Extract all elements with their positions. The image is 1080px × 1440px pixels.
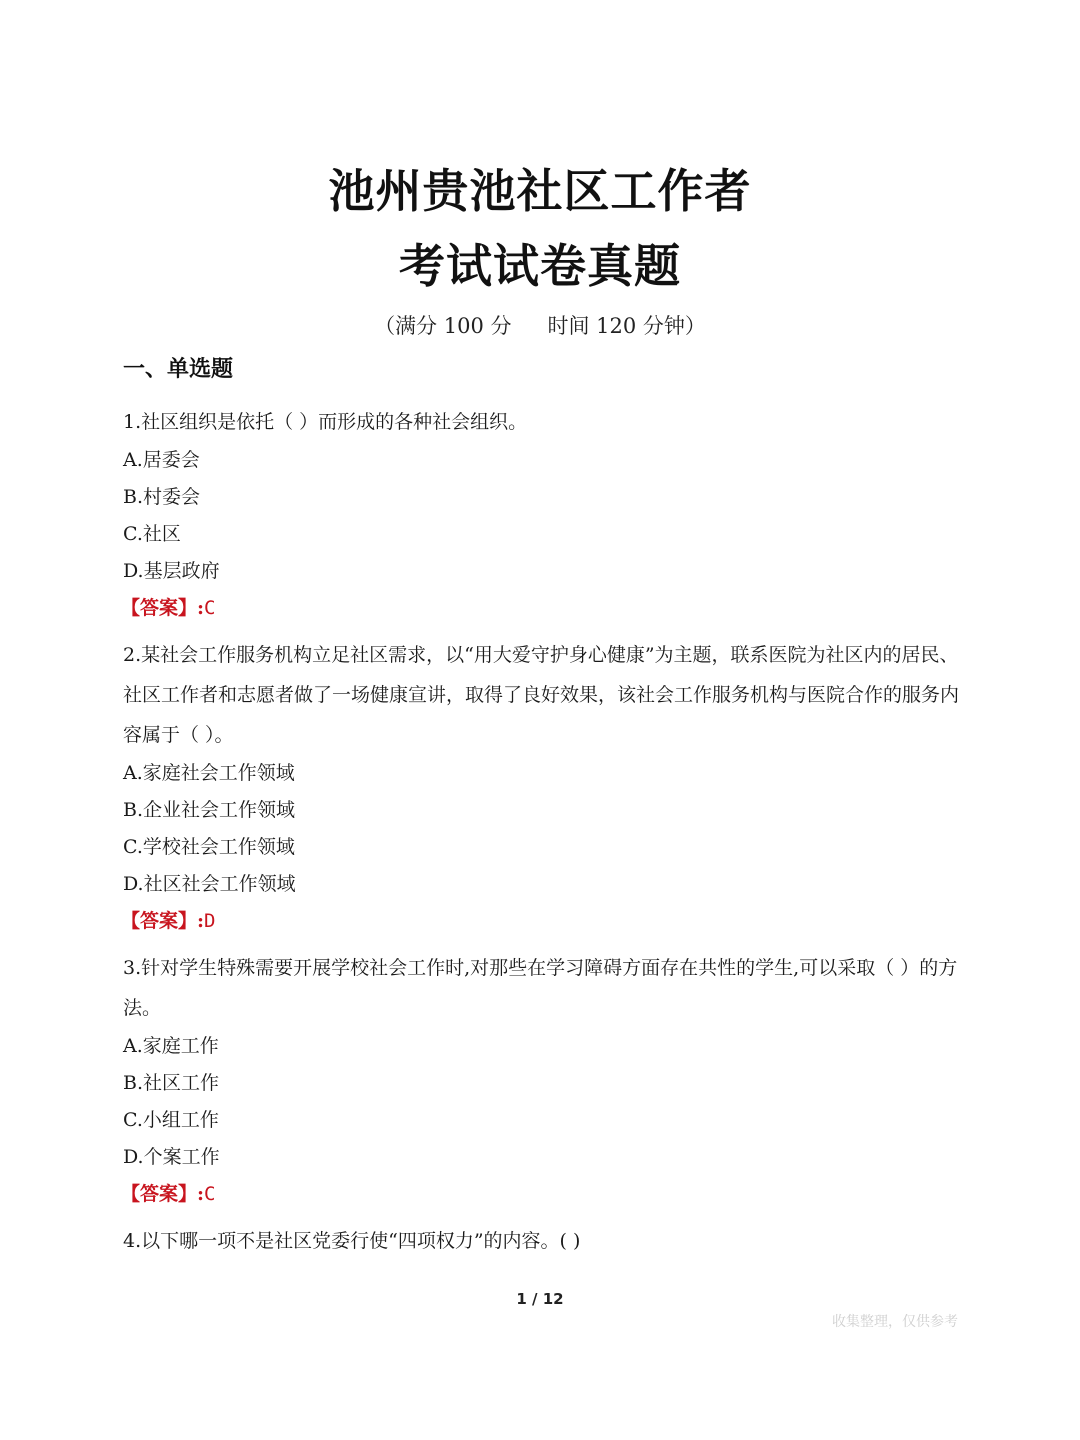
answer-value: C (204, 1183, 216, 1205)
option-c: C.学校社会工作领域 (123, 836, 295, 858)
question-item (123, 1221, 963, 1261)
exam-meta (0, 310, 1080, 340)
section-heading: 一、单选题 (123, 356, 234, 382)
answer-line (121, 903, 963, 940)
answer-label: 【答案】: (121, 1183, 205, 1205)
answer-label: 【答案】: (121, 910, 205, 932)
footer-note: 收集整理，仅供参考 (832, 1314, 958, 1330)
answer-line (121, 590, 963, 627)
question-list (123, 402, 963, 1261)
answer-value: D (204, 910, 216, 932)
question-item (123, 948, 963, 1213)
question-stem: 3.针对学生特殊需要开展学校社会工作时,对那些在学习障碍方面存在共性的学生,可以采取（ ）的方法。 (123, 957, 958, 1019)
answer-line (121, 1176, 963, 1213)
answer-value: C (204, 597, 216, 619)
exam-score: （满分 100 分 (374, 314, 512, 338)
option-b: B.村委会 (123, 486, 201, 508)
option-b: B.社区工作 (123, 1072, 220, 1094)
option-d: D.社区社会工作领域 (123, 873, 296, 895)
option-d: D.基层政府 (123, 560, 220, 582)
option-a: A.家庭社会工作领域 (123, 762, 295, 784)
option-a: A.居委会 (123, 449, 200, 471)
question-stem: 1.社区组织是依托（ ）而形成的各种社会组织。 (123, 411, 528, 433)
option-b: B.企业社会工作领域 (123, 799, 296, 821)
question-item (123, 402, 963, 627)
title-line-1: 池州贵池社区工作者 (328, 164, 752, 218)
option-c: C.社区 (123, 523, 181, 545)
title-line-2: 考试试卷真题 (399, 239, 681, 293)
exam-time: 时间 120 分钟） (547, 314, 706, 338)
question-stem: 2.某社会工作服务机构立足社区需求，以“用大爱守护身心健康”为主题，联系医院为社区内的居民、社区工作者和志愿者做了一场健康宣讲，取得了良好效果，该社会工作服务机构与医院合作的服务内容属于（ ）。 (123, 644, 960, 746)
page-number: 1 / 12 (516, 1290, 564, 1308)
option-a: A.家庭工作 (123, 1035, 219, 1057)
question-item (123, 635, 963, 940)
option-c: C.小组工作 (123, 1109, 219, 1131)
option-d: D.个案工作 (123, 1146, 220, 1168)
answer-label: 【答案】: (121, 597, 205, 619)
question-stem: 4.以下哪一项不是社区党委行使“四项权力”的内容。( ) (123, 1230, 581, 1252)
